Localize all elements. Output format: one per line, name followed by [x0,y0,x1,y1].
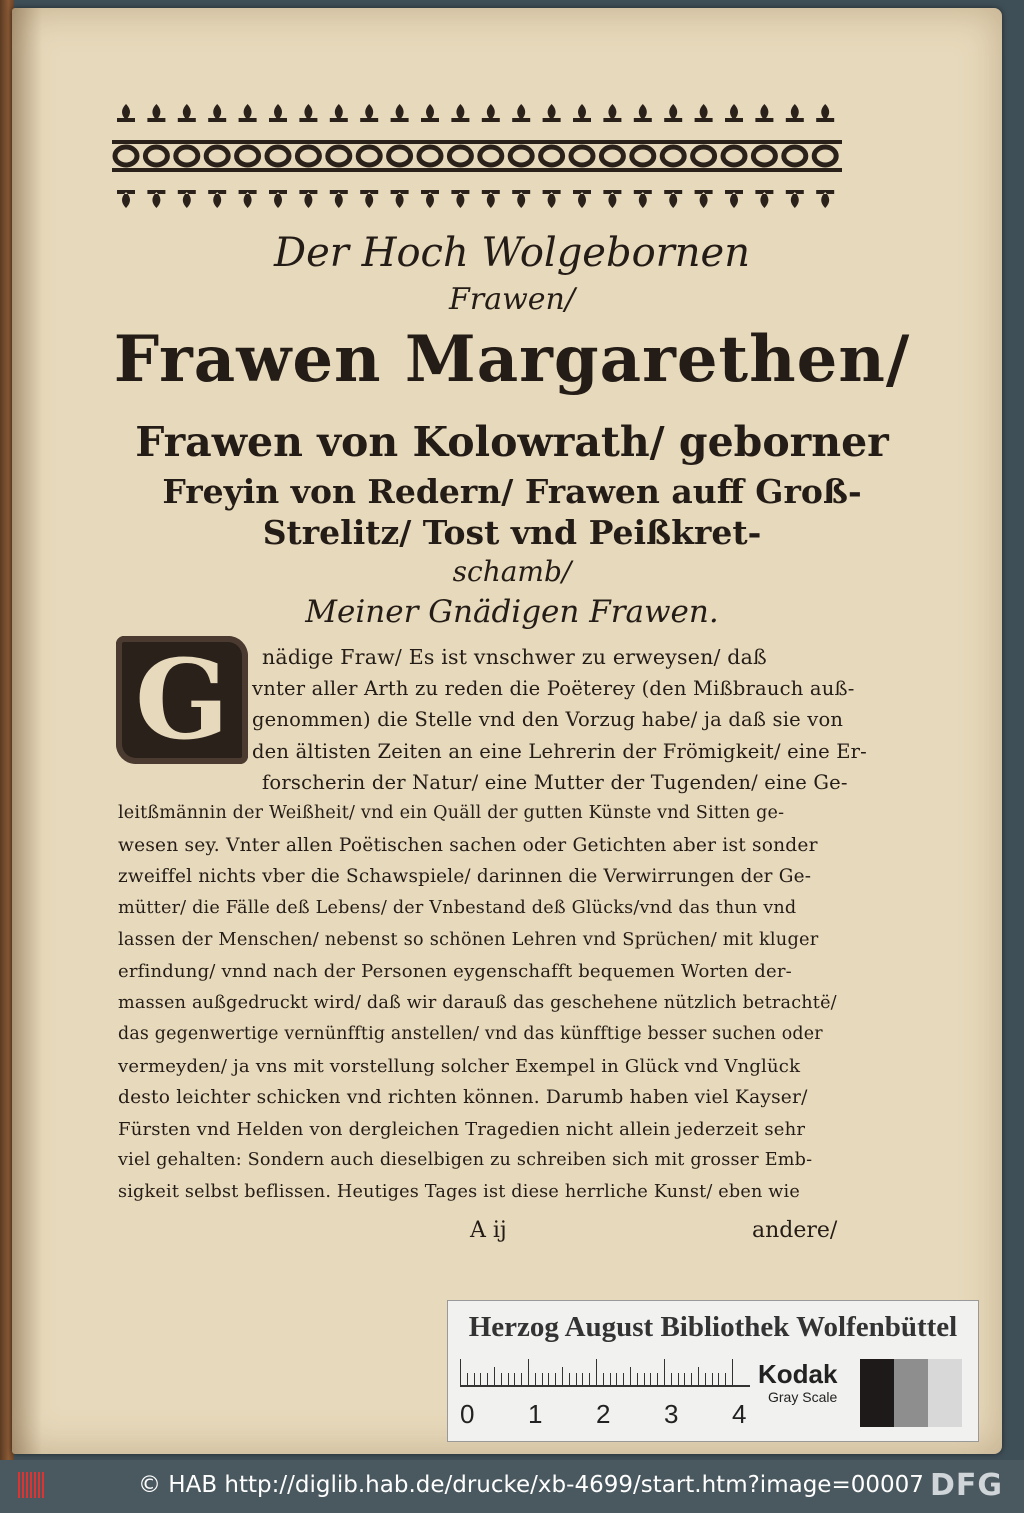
ruler-tick [569,1373,570,1385]
ornament-link [814,147,836,165]
ornament-fleuron [391,104,409,134]
ruler-tick [548,1373,549,1385]
ornament-fleuron [299,104,317,134]
ruler-tick [521,1373,522,1385]
title-line-1: Der Hoch Wolgebornen [274,230,750,276]
body-line: lassen der Menschen/ nebenst so schönen Lehren vnd Sprüchen/ mit kluger [118,929,819,950]
ruler-tick [691,1373,692,1385]
ornament-link [297,147,319,165]
ornament-fleuron [755,104,773,134]
ornament-fleuron [269,104,287,134]
drop-cap-initial: G [116,636,248,764]
signature-mark: A ij [470,1218,507,1243]
ornament-fleuron [786,174,804,208]
body-line: leitßmännin der Weißheit/ vnd ein Quäll der gutten Künste vnd Sitten ge- [118,803,785,823]
body-line: Fürsten vnd Helden von dergleichen Tragedien nicht allein jederzeit sehr [118,1119,806,1140]
color-reference-card [447,1300,979,1442]
ornament-link [449,147,471,165]
ornament-fleuron [208,104,226,134]
ornament-fleuron [634,174,652,208]
ruler-tick [725,1373,726,1385]
ruler-tick [630,1367,631,1385]
ruler-tick [698,1367,699,1385]
body-line: vermeyden/ ja vns mit vorstellung solcher Exempel in Glück vnd Vnglück [118,1056,801,1077]
body-line: mütter/ die Fälle deß Lebens/ der Vnbestand deß Glücks/vnd das thun vnd [118,898,797,918]
gray-swatch-mid [894,1359,928,1427]
ornament-link [419,147,441,165]
ornament-fleuron [512,174,530,208]
ornament-fleuron [147,104,165,134]
ruler-number: 3 [664,1399,679,1429]
ornament-fleuron [482,104,500,134]
body-line: genommen) die Stelle vnd den Vorzug habe/ ja daß sie von [252,708,844,731]
body-line: massen außgedruckt wird/ daß wir darauß das geschehene nützlich betrachtë/ [118,993,837,1013]
ornament-fleuron [786,104,804,134]
ornament-fleuron [451,104,469,134]
ornament-fleuron [573,104,591,134]
gray-swatch-black [860,1359,894,1427]
ornament-fleuron [117,174,135,208]
ornament-fleuron [330,104,348,134]
ruler-tick [487,1373,488,1385]
body-line: sigkeit selbst beflissen. Heutiges Tages ist diese herrliche Kunst/ eben wie [118,1182,800,1202]
ruler-tick [718,1373,719,1385]
ornament-link [237,147,259,165]
body-line: desto leichter schicken vnd richten können. Darumb haben viel Kayser/ [118,1087,808,1108]
ornament-fleuron [421,174,439,208]
ruler-tick [684,1373,685,1385]
ruler-tick [467,1373,468,1385]
library-name: Herzog August Bibliothek Wolfenbüttel [468,1311,958,1343]
ruler-tick [603,1373,604,1385]
ornament-fleuron [634,104,652,134]
ruler-tick [508,1373,509,1385]
ruler-number: 4 [732,1399,747,1429]
ruler-tick [460,1359,461,1385]
ornament-fleuron [603,104,621,134]
ornament-fleuron [725,174,743,208]
title-line-6: Strelitz/ Tost vnd Peißkret- [262,513,762,552]
ornament-link [784,147,806,165]
ornament-link [358,147,380,165]
ornament-fleuron [360,174,378,208]
ornament-link [693,147,715,165]
title-line-5: Freyin von Redern/ Frawen auff Groß- [162,472,862,511]
ruler-tick [474,1373,475,1385]
ornament-fleuron [330,174,348,208]
ornament-fleuron [239,104,257,134]
ruler-tick [657,1373,658,1385]
ornament-link [480,147,502,165]
ornament-link [328,147,350,165]
ruler-tick [671,1373,672,1385]
ornament-fleuron [239,174,257,208]
kodak-brand: Kodak [758,1359,838,1389]
ornament-fleuron [755,174,773,208]
title-line-8: Meiner Gnädigen Frawen. [305,594,719,630]
ruler-tick [576,1373,577,1385]
body-line: forscherin der Natur/ eine Mutter der Tugenden/ eine Ge- [262,771,848,794]
ruler-tick [514,1373,515,1385]
ornament-fleuron [664,174,682,208]
ruler-tick [528,1359,529,1385]
copyright-url[interactable]: © HAB http://diglib.hab.de/drucke/xb-4699/start.htm?image=00007 [138,1472,924,1498]
ruler-tick [712,1373,713,1385]
ruler-tick [678,1373,679,1385]
ruler-tick [596,1359,597,1385]
ornament-fleuron [421,104,439,134]
ruler-tick [705,1373,706,1385]
ornament-fleuron [512,104,530,134]
ornament-fleuron [664,104,682,134]
ornament-fleuron [543,174,561,208]
ornament-link [601,147,623,165]
ornament-fleuron [816,104,834,134]
measurement-ruler [460,1359,750,1387]
body-line: nädige Fraw/ Es ist vnschwer zu erweysen/ daß [262,645,767,669]
ruler-tick [610,1373,611,1385]
dfg-logo: DFG [930,1468,1004,1503]
ruler-tick [555,1373,556,1385]
ornament-link [723,147,745,165]
ruler-tick [650,1373,651,1385]
ruler-tick [623,1373,624,1385]
ornament-fleuron [360,104,378,134]
body-line: den ältisten Zeiten an eine Lehrerin der Frömigkeit/ eine Er- [252,740,867,763]
body-line: zweiffel nichts vber die Schawspiele/ darinnen die Verwirrungen der Ge- [118,866,812,887]
title-line-7: schamb/ [452,555,572,588]
ornament-fleuron [208,174,226,208]
ornament-rule [112,168,842,172]
ruler-tick [582,1373,583,1385]
ruler-tick [535,1373,536,1385]
body-line: wesen sey. Vnter allen Poëtischen sachen oder Getichten aber ist sonder [118,835,818,856]
ornament-fleuron [543,104,561,134]
ruler-number: 1 [528,1399,543,1429]
gray-scale-label: Gray Scale [768,1389,838,1405]
title-line-3: Frawen Margarethen/ [113,322,911,397]
ornament-fleuron [816,174,834,208]
ornament-rule [112,140,842,144]
ornament-link [206,147,228,165]
body-line: vnter aller Arth zu reden die Poëterey (den Mißbrauch auß- [252,677,855,700]
ruler-tick [480,1373,481,1385]
ruler-number: 0 [460,1399,475,1429]
ornament-link [267,147,289,165]
ornament-fleuron [147,174,165,208]
gray-swatch-light [928,1359,962,1427]
ruler-tick [732,1359,733,1385]
ornament-fleuron [178,174,196,208]
ruler-number: 2 [596,1399,611,1429]
ornament-link [510,147,532,165]
ruler-tick [589,1373,590,1385]
ruler-tick [616,1373,617,1385]
ornament-link [662,147,684,165]
ornament-fleuron [482,174,500,208]
ruler-tick [637,1373,638,1385]
ruler-tick [542,1373,543,1385]
ornament-fleuron [178,104,196,134]
ornament-fleuron [573,174,591,208]
ornament-fleuron [391,174,409,208]
ornament-fleuron [695,104,713,134]
ornament-link [753,147,775,165]
ruler-tick [644,1373,645,1385]
ornament-link [176,147,198,165]
ornament-fleuron [451,174,469,208]
ruler-tick [494,1367,495,1385]
body-line: erfindung/ vnnd nach der Personen eygenschafft bequemen Worten der- [118,961,792,982]
ornament-link [389,147,411,165]
hab-logo-icon [18,1472,46,1498]
ornament-fleuron [117,104,135,134]
catchword: andere/ [752,1218,838,1243]
ornament-fleuron [725,104,743,134]
ruler-tick [664,1359,665,1385]
body-line: das gegenwertige vernünfftig anstellen/ vnd das künfftige besser suchen oder [118,1024,823,1044]
body-line: viel gehalten: Sondern auch dieselbigen zu schreiben sich mit grosser Emb- [118,1150,813,1170]
ruler-tick [501,1373,502,1385]
ornament-link [115,147,137,165]
ornament-link [541,147,563,165]
ornament-fleuron [299,174,317,208]
ornament-fleuron [603,174,621,208]
ornamental-border [112,100,842,212]
ornament-fleuron [269,174,287,208]
ornament-link [632,147,654,165]
ornament-link [145,147,167,165]
ornament-fleuron [695,174,713,208]
ruler-tick [562,1367,563,1385]
footer-bar [0,1460,1024,1513]
ornament-link [571,147,593,165]
title-line-2: Frawen/ [449,282,575,317]
title-line-4: Frawen von Kolowrath/ geborner [135,418,889,466]
